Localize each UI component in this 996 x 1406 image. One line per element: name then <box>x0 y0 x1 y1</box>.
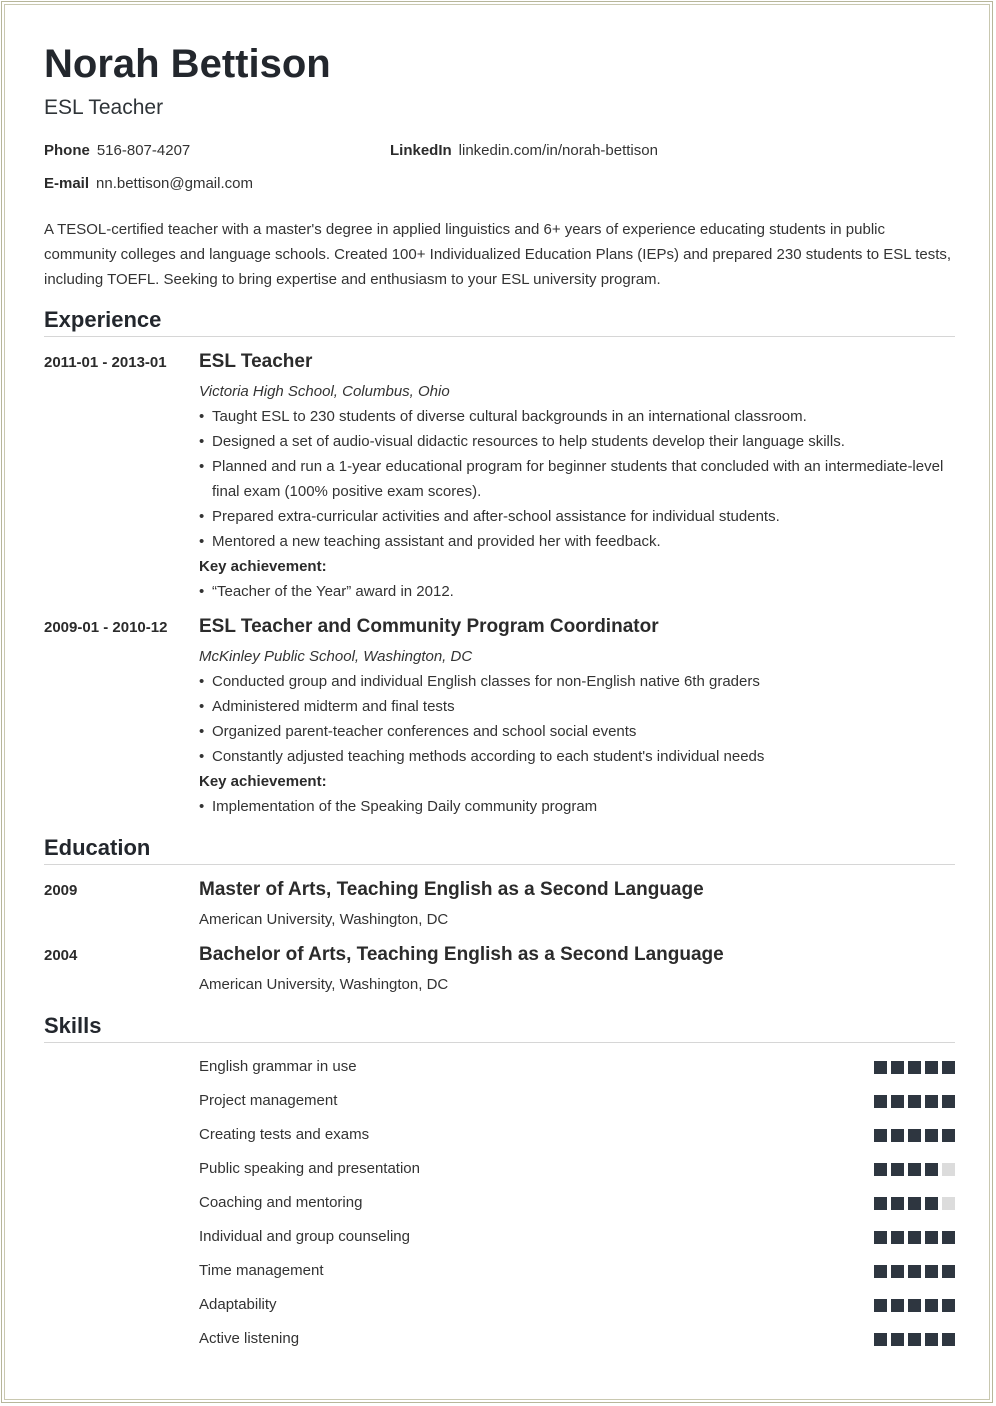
skill-row <box>199 1262 955 1296</box>
job-company: McKinley Public School, Washington, DC <box>199 648 473 665</box>
list-item: • Conducted group and individual English classes for non-English native 6th graders <box>199 669 955 694</box>
skill-level-filled-square <box>942 1265 955 1278</box>
skill-level-filled-square <box>942 1333 955 1346</box>
skill-level-filled-square <box>891 1197 904 1210</box>
email-label: E-mail <box>44 175 90 192</box>
skill-level-filled-square <box>942 1231 955 1244</box>
email-value[interactable]: nn.bettison@gmail.com <box>96 175 253 192</box>
skill-level-filled-square <box>908 1061 921 1074</box>
skill-level-filled-square <box>925 1265 938 1278</box>
skill-level-filled-square <box>874 1333 887 1346</box>
skill-level-filled-square <box>891 1299 904 1312</box>
skill-level-filled-square <box>891 1061 904 1074</box>
school-name: American University, Washington, DC <box>199 911 449 928</box>
skill-level-filled-square <box>891 1333 904 1346</box>
skill-level-filled-square <box>874 1095 887 1108</box>
key-achievement-label: Key achievement: <box>199 773 327 790</box>
list-item: • Prepared extra-curricular activities and after-school assistance for individual students. <box>199 504 955 529</box>
skill-row <box>199 1296 955 1330</box>
list-item: • Implementation of the Speaking Daily community program <box>199 794 955 819</box>
list-item: • Mentored a new teaching assistant and provided her with feedback. <box>199 529 955 554</box>
linkedin-value[interactable]: linkedin.com/in/norah-bettison <box>458 142 658 159</box>
contact-phone <box>44 142 190 159</box>
education-year: 2004 <box>44 947 78 964</box>
skill-level <box>874 1095 955 1108</box>
job-entry <box>199 615 955 819</box>
skill-row <box>199 1194 955 1228</box>
skill-level-filled-square <box>925 1129 938 1142</box>
skill-level-empty-square <box>942 1163 955 1176</box>
skill-name: Creating tests and exams <box>199 1126 370 1143</box>
job-role: ESL Teacher and Community Program Coordinator <box>199 616 659 637</box>
skill-level-filled-square <box>942 1095 955 1108</box>
list-item: • Administered midterm and final tests <box>199 694 955 719</box>
skill-name: Coaching and mentoring <box>199 1194 363 1211</box>
candidate-title: ESL Teacher <box>44 96 164 119</box>
skill-level-filled-square <box>908 1129 921 1142</box>
skill-level <box>874 1129 955 1142</box>
skill-level-filled-square <box>908 1265 921 1278</box>
skill-row <box>199 1092 955 1126</box>
skill-level-filled-square <box>891 1265 904 1278</box>
job-bullets <box>199 404 955 554</box>
skill-level-filled-square <box>908 1163 921 1176</box>
skill-row <box>199 1160 955 1194</box>
skill-row <box>199 1058 955 1092</box>
skill-level-filled-square <box>942 1061 955 1074</box>
skill-level-filled-square <box>942 1299 955 1312</box>
skills-divider <box>44 1042 955 1043</box>
job-dates: 2011-01 - 2013-01 <box>44 354 167 371</box>
job-role: ESL Teacher <box>199 351 313 372</box>
achievement-bullets <box>199 579 955 604</box>
skill-name: English grammar in use <box>199 1058 357 1075</box>
linkedin-label: LinkedIn <box>390 142 452 159</box>
list-item: • Designed a set of audio-visual didactic resources to help students develop their language skills. <box>199 429 955 454</box>
skill-level-filled-square <box>925 1333 938 1346</box>
skill-level-empty-square <box>942 1197 955 1210</box>
phone-label: Phone <box>44 142 90 159</box>
skill-level-filled-square <box>925 1061 938 1074</box>
skill-level-filled-square <box>874 1129 887 1142</box>
skill-row <box>199 1228 955 1262</box>
skill-level-filled-square <box>891 1129 904 1142</box>
skill-level <box>874 1231 955 1244</box>
resume-page <box>1 1 993 1403</box>
skill-name: Individual and group counseling <box>199 1228 410 1245</box>
skill-level-filled-square <box>942 1129 955 1142</box>
skill-level-filled-square <box>925 1299 938 1312</box>
skill-level-filled-square <box>908 1299 921 1312</box>
education-entry <box>199 943 955 997</box>
list-item: • “Teacher of the Year” award in 2012. <box>199 579 955 604</box>
list-item: • Constantly adjusted teaching methods according to each student's individual needs <box>199 744 955 769</box>
skill-level <box>874 1265 955 1278</box>
job-entry <box>199 350 955 604</box>
phone-value: 516-807-4207 <box>96 142 191 159</box>
experience-heading: Experience <box>44 307 162 332</box>
skill-level-filled-square <box>891 1163 904 1176</box>
skill-level-filled-square <box>908 1231 921 1244</box>
job-dates: 2009-01 - 2010-12 <box>44 619 168 636</box>
skill-level <box>874 1061 955 1074</box>
key-achievement-label: Key achievement: <box>199 558 327 575</box>
skill-level-filled-square <box>925 1231 938 1244</box>
skill-name: Public speaking and presentation <box>199 1160 420 1177</box>
skill-level-filled-square <box>908 1095 921 1108</box>
skill-level-filled-square <box>874 1231 887 1244</box>
skill-level-filled-square <box>874 1061 887 1074</box>
skill-level <box>874 1163 955 1176</box>
skill-level <box>874 1299 955 1312</box>
skill-level-filled-square <box>925 1197 938 1210</box>
education-year: 2009 <box>44 882 78 899</box>
skill-level-filled-square <box>874 1299 887 1312</box>
achievement-bullets <box>199 794 955 819</box>
list-item: • Planned and run a 1-year educational program for beginner students that concluded with an intermediate-level final exam (100% positive exam scores). <box>199 454 955 504</box>
skill-level-filled-square <box>925 1163 938 1176</box>
education-heading: Education <box>44 835 151 860</box>
skill-name: Project management <box>199 1092 338 1109</box>
skill-level-filled-square <box>874 1197 887 1210</box>
contact-email <box>44 175 253 192</box>
skill-level <box>874 1197 955 1210</box>
list-item: • Organized parent-teacher conferences and school social events <box>199 719 955 744</box>
skill-level-filled-square <box>891 1095 904 1108</box>
skill-level-filled-square <box>874 1163 887 1176</box>
skills-heading: Skills <box>44 1013 102 1038</box>
experience-divider <box>44 336 955 337</box>
skill-row <box>199 1330 955 1364</box>
education-entry <box>199 878 955 932</box>
candidate-name: Norah Bettison <box>44 42 331 86</box>
contact-linkedin <box>390 142 658 159</box>
skill-level-filled-square <box>891 1231 904 1244</box>
skill-level <box>874 1333 955 1346</box>
skill-level-filled-square <box>874 1265 887 1278</box>
degree-title: Bachelor of Arts, Teaching English as a Second Language <box>199 944 724 965</box>
skill-name: Adaptability <box>199 1296 277 1313</box>
skill-level-filled-square <box>925 1095 938 1108</box>
summary-paragraph: A TESOL-certified teacher with a master's degree in applied linguistics and 6+ years of experience educating students in public community colleges and language schools. Created 100+ Individualized Education Plans (IEPs) and prepared 230 students to ESL tests, including TOEFL. Seeking to bring expertise and enthusiasm to your ESL university program. <box>44 221 952 288</box>
job-bullets <box>199 669 955 769</box>
job-company: Victoria High School, Columbus, Ohio <box>199 383 450 400</box>
skill-name: Active listening <box>199 1330 300 1347</box>
skill-level-filled-square <box>908 1333 921 1346</box>
list-item: • Taught ESL to 230 students of diverse cultural backgrounds in an international classroom. <box>199 404 955 429</box>
skill-level-filled-square <box>908 1197 921 1210</box>
skill-row <box>199 1126 955 1160</box>
skill-name: Time management <box>199 1262 324 1279</box>
degree-title: Master of Arts, Teaching English as a Second Language <box>199 879 704 900</box>
education-divider <box>44 864 955 865</box>
school-name: American University, Washington, DC <box>199 976 449 993</box>
